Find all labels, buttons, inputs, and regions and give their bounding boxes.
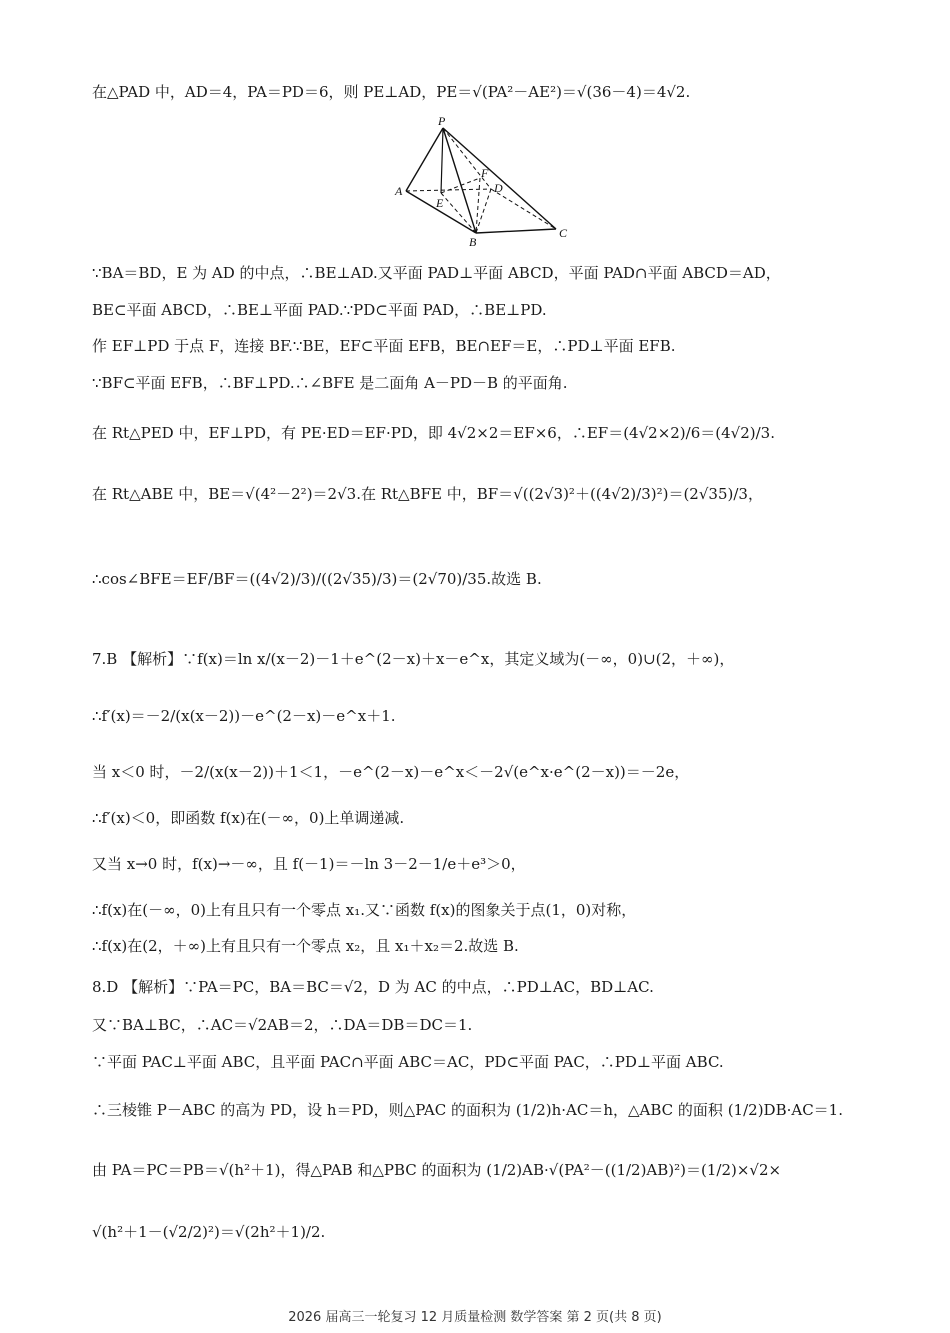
text-line: 又∵BA⊥BC，∴AC＝√2AB＝2，∴DA＝DB＝DC＝1. [92, 1016, 473, 1034]
page-footer: 2026 届高三一轮复习 12 月质量检测 数学答案 第 2 页(共 8 页) [288, 1310, 662, 1325]
text-line: ∵BA＝BD，E 为 AD 的中点，∴BE⊥AD.又平面 PAD⊥平面 ABCD，平面 PAD∩平面 ABCD＝AD， [92, 264, 781, 282]
vertex-label: E [436, 196, 444, 210]
text-line: 当 x＜0 时，－2/(x(x－2))＋1＜1，－e^(2－x)－e^x＜－2√(e^x·e^(2－x))＝－2e， [92, 763, 690, 781]
text-line: 在△PAD 中，AD＝4，PA＝PD＝6，则 PE⊥AD，PE＝√(PA²－AE²)＝√(36－4)＝4√2. [92, 83, 691, 101]
solution-8-header: 8.D 【解析】∵PA＝PC，BA＝BC＝√2，D 为 AC 的中点，∴PD⊥AC，BD⊥AC. [92, 978, 654, 996]
text-line: ∴f′(x)＝－2/(x(x－2))－e^(2－x)－e^x＋1. [92, 707, 396, 725]
vertex-label: A [395, 184, 403, 198]
solution-7-header: 7.B 【解析】∵f(x)＝ln x/(x－2)－1＋e^(2－x)＋x－e^x，其定义域为(－∞，0)∪(2，＋∞)， [92, 650, 735, 668]
text-line: 作 EF⊥PD 于点 F，连接 BF.∵BE，EF⊂平面 EFB，BE∩EF＝E，∴PD⊥平面 EFB. [92, 337, 676, 355]
pyramid-diagram [388, 116, 578, 251]
pyramid-figure [388, 116, 578, 251]
text-line: ∴三棱锥 P－ABC 的高为 PD，设 h＝PD，则△PAC 的面积为 (1/2)h·AC＝h，△ABC 的面积 (1/2)DB·AC＝1. [92, 1101, 843, 1119]
vertex-label: D [494, 181, 503, 195]
vertex-label: B [469, 235, 477, 249]
text-line: 在 Rt△PED 中，EF⊥PD，有 PE·ED＝EF·PD，即 4√2×2＝EF×6，∴EF＝(4√2×2)/6＝(4√2)/3. [92, 424, 775, 442]
text-line: ∴cos∠BFE＝EF/BF＝((4√2)/3)/((2√35)/3)＝(2√70)/35.故选 B. [92, 570, 542, 588]
text-line: BE⊂平面 ABCD，∴BE⊥平面 PAD.∵PD⊂平面 PAD，∴BE⊥PD. [92, 301, 547, 319]
vertex-label: F [481, 166, 489, 180]
text-line: ∵BF⊂平面 EFB，∴BF⊥PD.∴∠BFE 是二面角 A－PD－B 的平面角. [92, 374, 568, 392]
vertex-label: P [438, 114, 446, 128]
text-line: 又当 x→0 时，f(x)→－∞，且 f(－1)＝－ln 3－2－1/e＋e³＞0， [92, 855, 526, 873]
text-line: ∴f(x)在(－∞，0)上有且只有一个零点 x₁.又∵函数 f(x)的图象关于点(1，0)对称， [92, 901, 637, 919]
text-line: ∴f′(x)＜0，即函数 f(x)在(－∞，0)上单调递减. [92, 809, 405, 827]
text-line: ∴f(x)在(2，＋∞)上有且只有一个零点 x₂，且 x₁＋x₂＝2.故选 B. [92, 937, 519, 955]
vertex-label: C [559, 226, 568, 240]
text-line: √(h²＋1－(√2/2)²)＝√(2h²＋1)/2. [92, 1223, 326, 1241]
text-line: 由 PA＝PC＝PB＝√(h²＋1)，得△PAB 和△PBC 的面积为 (1/2)AB·√(PA²－((1/2)AB)²)＝(1/2)×√2× [92, 1161, 782, 1179]
text-line: ∵平面 PAC⊥平面 ABC，且平面 PAC∩平面 ABC＝AC，PD⊂平面 PAC，∴PD⊥平面 ABC. [92, 1053, 724, 1071]
text-line: 在 Rt△ABE 中，BE＝√(4²－2²)＝2√3.在 Rt△BFE 中，BF＝√((2√3)²＋((4√2)/3)²)＝(2√35)/3， [92, 485, 763, 503]
